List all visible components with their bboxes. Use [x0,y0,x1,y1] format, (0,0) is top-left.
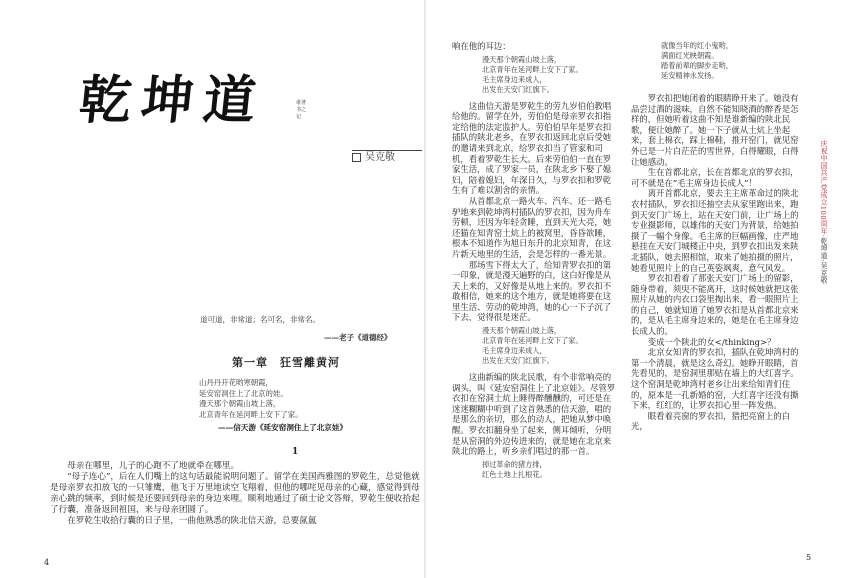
verse-line: 出发在天安门红旗下。 [482,84,554,94]
right-column-2 [631,41,801,432]
poem-source: ——信天游《延安窑洞住上了北京娃》 [218,423,348,432]
opening-poem [199,378,302,420]
verse-line: 红色土地上扎根花。 [482,469,547,479]
author-byline [352,150,422,165]
running-side-label [816,140,828,284]
calligraphy-seal-text: 谁著书之记 [296,100,307,120]
poem-line: 北京青年在延河畔上安下了家。 [199,409,303,419]
verse-line: 满面红光映朝霞。 [661,51,719,60]
square-icon [352,153,361,162]
verse-line: 漫天那个朝霞山坡上落， [482,54,562,64]
epigraph-source: ——老子《道德经》 [324,333,392,342]
poem-line: 漫天那个朝霞山坡上落， [199,399,281,408]
verse-line: 踏着前辈的脚步走哟， [661,61,733,70]
verse-block-b [482,326,616,366]
paragraph: 这曲新编的陕北民歌，有个非常响亮的调头，叫《延安窑洞住上了北京娃》。尽管罗衣扣在窑洞土炕上睡得醉醺醺的，可还是在迷迷糊糊中听到了这首熟悉的信天游，唱的是那么的亲切，那么的动人，把她从梦中唤醒。罗衣扣翻身坐了起来，侧耳倾听，分明是从窑洞的外边传进来的，就是她在北京来陕北的路上，听乡亲们唱过的那一首。 [452,372,616,457]
book-title: 乾坤道 [76,70,269,131]
paragraph: 变成一个陕北的女</thinking>？ [647,336,776,347]
verse-block-top [661,41,801,81]
paragraph: 罗衣扣看着了那张天安门广场上的留影，随身带着，须臾不能离开，这时候她就把这张照片从她的内衣口袋里掏出来，看一眼照片上的自己，她就知道了她罗衣扣是从首都北京来的，是从毛主席身边来的，她是在毛主席身边长成人的。 [631,273,799,337]
verse-line: 北京青年在延河畔上安下了家。 [482,64,583,74]
verse-line: 毛主席身边来成人， [482,346,547,356]
verse-line: 漫天那个朝霞山坡上落， [482,326,562,336]
verse-line: 掉过革命的猪方排， [482,459,547,469]
intro-line: 响在他的耳边： [452,41,511,51]
paragraph: 在罗乾生收拾行囊的日子里，一曲他熟悉的陕北信天游，总要氤氲 [67,516,317,526]
verse-line: 北京青年在延河畔上安下了家。 [482,336,583,346]
epigraph: 道可道，非常道；名可名，非常名。 [200,315,320,324]
paragraph: 这曲信天游是罗乾生的劳九岁伯伯教唱给他的。留学在外，劳伯伯是母亲罗衣扣指定给他的法定监护人。劳伯伯早年是罗衣扣插队的陕北老乡，在罗衣扣返回北京后受她的邀请来到北京，给罗衣扣当了管家和司机，看着罗乾生长大。后来劳伯伯一直在罗家生活，成了罗家一员，在陕北乡下娶了媳妇，陪着媳妇，年深日久，与罗衣扣和罗乾生有了难以割舍的亲情。 [452,100,612,196]
right-column-1 [452,41,616,486]
paragraph: 罗衣扣把她闭着的眼睛睁开来了。她没有品尝过酒的滋味，自然不能知晓酒的醉香是怎样的，但她听着这曲不知是谁新编的陕北民歌，便让她醉了。她一下子就从土炕上坐起来，套上棉衣，踩上棉鞋，推开窑门，就见窑外已是一片白茫茫的雪世界，白得耀眼，白得让她感动。 [631,93,799,167]
paragraph: 生在首都北京，长在首都北京的罗衣扣，可不就是在“毛主席身边长成人”！ [631,167,799,188]
verse-line: 出发在天安门红旗下。 [482,356,554,366]
page-gutter [424,0,426,578]
chapter-title: 第一章 狂雪離黄河 [232,356,340,369]
verse-line: 就像当年的红小鬼哟， [661,41,733,50]
paragraph: 眼看着亮窗的罗衣扣，猎把亮窗上的白光， [631,410,791,432]
paragraph: 母亲在哪里，儿子的心跑不了地就牵在哪里。 [67,461,240,471]
poem-line: 山丹丹开花哟寒朝霞， [199,378,273,387]
poem-line: 延安窑洞住上了北京的娃。 [199,388,288,398]
paragraph: 离开首都北京，要去主主席革命过的陕北农村插队，罗衣扣还抽空去从家里跑出来，跑到天安门广场上，站在天安门前，让广场上的专业摄影师，以雄伟的天安门为背景，给她拍摄了一幅个身像。毛主席的巨幅画像，庄严地悬挂在天安门城楼正中央，到罗衣扣出发来陕北插队，她去照相馆，取来了她拍摄的照片，她看见照片上的自己英姿飒爽，意气风发。 [631,188,799,273]
paragraph: 那场雪下得太大了，给知青罗衣扣的第一印象，就是漫天遍野的白，这白好像是从天上来的，又好像是从地上来的。罗衣扣不敢相信，她来的这个地方，就是她将要在这里生活、劳动的乾坤湾，她的心一下子沉了下去，觉得很是迷茫。 [452,259,612,323]
side-label-red: 庆祝中国共产党成立100周年· [819,140,827,238]
left-body-text [50,461,424,527]
paragraph: 北京女知青的罗衣扣，插队在乾坤湾村的第一个清晨，就是这么奇幻。她睁开眼睛，首先看见的，是窑洞里那贴在墙上的大红喜字。这个窑洞是乾坤湾村老乡让出来给知青们住的，原本是一孔新婚的窑，大红喜字还没有撕下来，红红的，让罗衣扣心里一阵发热。 [631,347,799,411]
verse-block-a [482,55,616,95]
verse-line: 毛主席身边来成人， [482,74,547,84]
verse-line: 延安精神永发扬。 [661,71,719,80]
page-number-left: 4 [44,558,50,567]
section-number: 1 [292,447,299,457]
paragraph: “母子连心”，后在人们嘴上的这句话最能说明问题了。留学在美国西雅图的罗乾生，总觉他就是母亲罗衣扣放飞的一只雏鹰，他飞于万里地读空飞翔着，但他的哪咤见母亲的心藏，感觉得到母亲心跳的频率，到时候是还要回到母亲的身边来哩。顺利地通过了硕士论文答辩，罗乾生便收拾起了行囊，准备返回祖国，来与母亲团圆了。 [50,472,420,515]
verse-block-c [482,460,616,480]
paragraph: 从首都北京一路火车、汽车、还一路毛驴地来到乾坤湾村插队的罗衣扣，因为舟车劳顿，还因为年轻贪睡，直到天光大亮，她还猫在知青窑土炕上的被窝里，昏昏欲睡，根本不知道作为旭日东升的北京知青，在这片新天地里的生活，会是怎样的一番光景。 [452,195,612,259]
side-label-dark: 乾坤道·吴克敬 [819,237,827,284]
page-number-right: 5 [806,553,812,562]
author-name: 吴克敬 [365,152,395,163]
